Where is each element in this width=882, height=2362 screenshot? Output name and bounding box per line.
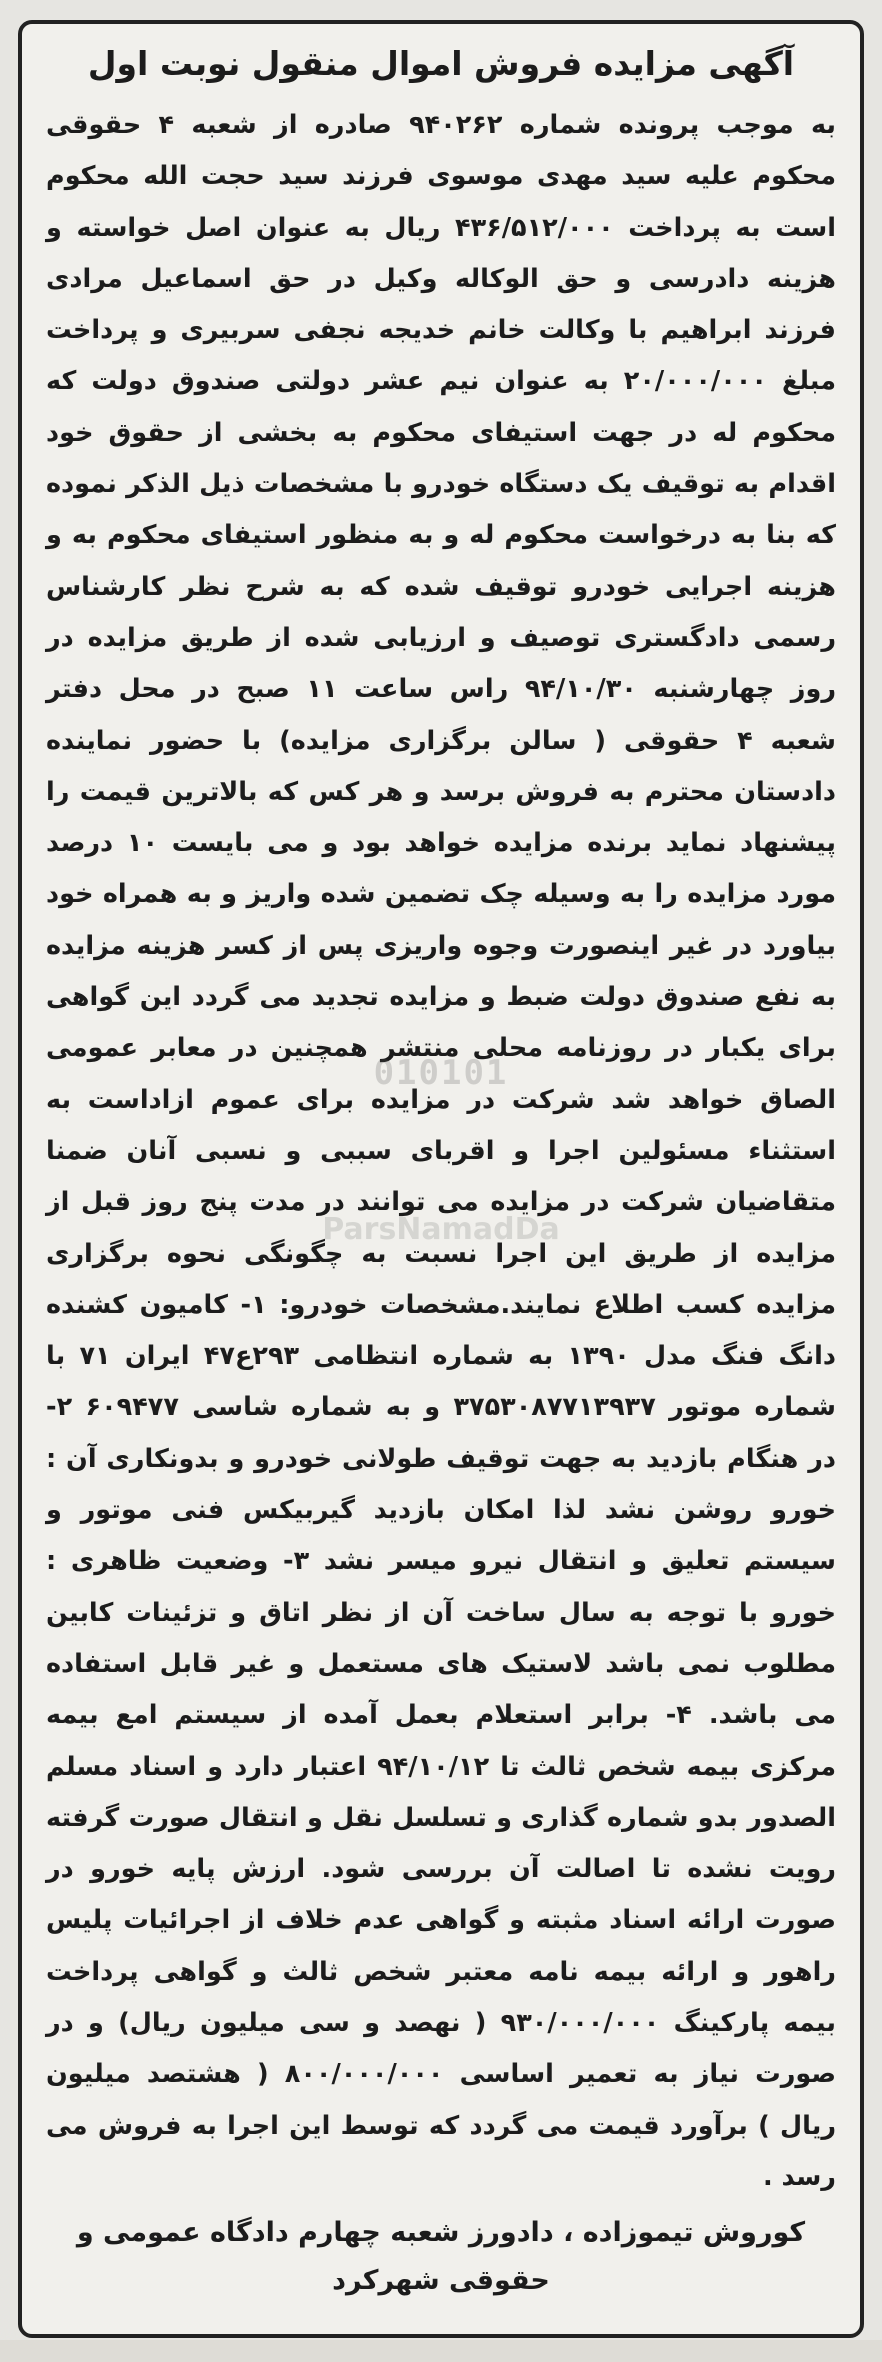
notice-signature: کوروش تیموزاده ، دادورز شعبه چهارم دادگاه عمومی و حقوقی شهرکرد	[76, 2217, 806, 2297]
watermark-digits: 010101	[373, 1053, 509, 1093]
watermark-brand: ParsNamadDa	[322, 1212, 560, 1247]
page-bottom-edge	[0, 2340, 882, 2362]
auction-notice	[18, 20, 864, 2338]
notice-title: آگهی مزایده فروش اموال منقول نوبت اول	[87, 44, 795, 83]
notice-body: به موجب پرونده شماره ۹۴۰۲۶۲ صادره از شعبه ۴ حقوقی محکوم علیه سید مهدی موسوی فرزند سید حجت الله محکوم است به پرداخت ۴۳۶/۵۱۲/۰۰۰ ریال به عنوان اصل خواسته و هزینه دادرسی و حق الوکاله وکیل در حق اسماعیل مرادی فرزند ابراهیم با وکالت خانم خدیجه نجفی سربیری و پرداخت مبلغ ۲۰/۰۰۰/۰۰۰ به عنوان نیم عشر دولتی صندوق دولت که محکوم له در جهت استیفای محکوم به بخشی از حقوق خود اقدام به توقیف یک دستگاه خودرو با مشخصات ذیل الذکر نموده که بنا به درخواست محکوم له و به منظور استیفای محکوم به و هزینه اجرایی خودرو توقیف شده که به شرح نظر کارشناس رسمی دادگستری توصیف و ارزیابی شده از طریق مزایده در روز چهارشنبه ۹۴/۱۰/۳۰ راس ساعت ۱۱ صبح در محل دفتر شعبه ۴ حقوقی ( سالن برگزاری مزایده) با حضور نماینده دادستان محترم به فروش برسد و هر کس که بالاترین قیمت را پیشنهاد نماید برنده مزایده خواهد بود و می بایست ۱۰ درصد مورد مزایده را به وسیله چک تضمین شده واریز و به همراه خود بیاورد در غیر اینصورت وجوه واریزی پس از کسر هزینه مزایده به نفع صندوق دولت ضبط و مزایده تجدید می گردد این گواهی برای یکبار در روزنامه محلی منتشر همچنین در معابر عمومی الصاق خواهد شد شرکت در مزایده برای عموم ازاداست به استثناء مسئولین اجرا و اقربای سببی و نسبی آنان ضمنا متقاضیان شرکت در مزایده می توانند در مدت پنج روز قبل از مزایده از طریق این اجرا نسبت به چگونگی نحوه برگزاری مزایده کسب اطلاع نمایند.مشخصات خودرو: ۱- کامیون کشنده دانگ فنگ مدل ۱۳۹۰ به شماره انتظامی ۲۹۳ع۴۷ ایران ۷۱ با شماره موتور ۳۷۵۳۰۸۷۷۱۳۹۳۷ و به شماره شاسی ۶۰۹۴۷۷ ۲- در هنگام بازدید به جهت توقیف طولانی خودرو و بدونکاری آن : خورو روشن نشد لذا امکان بازدید گیربیکس فنی موتور و سیستم تعلیق و انتقال نیرو میسر نشد ۳- وضعیت ظاهری : خورو با توجه به سال ساخت آن از نظر اتاق و تزئینات کابین مطلوب نمی باشد لاستیک های مستعمل و غیر قابل استفاده می باشد. ۴- برابر استعلام بعمل آمده از سیستم امع بیمه مرکزی بیمه شخص ثالث تا ۹۴/۱۰/۱۲ اعتبار دارد و اسناد مسلم الصدور بدو شماره گذاری و تسلسل نقل و انتقال صورت گرفته رویت نشده تا اصالت آن بررسی شود. ارزش پایه خورو در صورت ارائه اسناد مثبته و گواهی عدم خلاف از اجرائیات پلیس راهور و ارائه بیمه نامه معتبر شخص ثالث و گواهی پرداخت بیمه پارکینگ ۹۳۰/۰۰۰/۰۰۰ ( نهصد و سی میلیون ریال) و در صورت نیاز به تعمیر اساسی ۸۰۰/۰۰۰/۰۰۰ ( هشتصد میلیون ریال ) برآورد قیمت می گردد که توسط این اجرا به فروش می رسد .	[46, 110, 837, 2192]
